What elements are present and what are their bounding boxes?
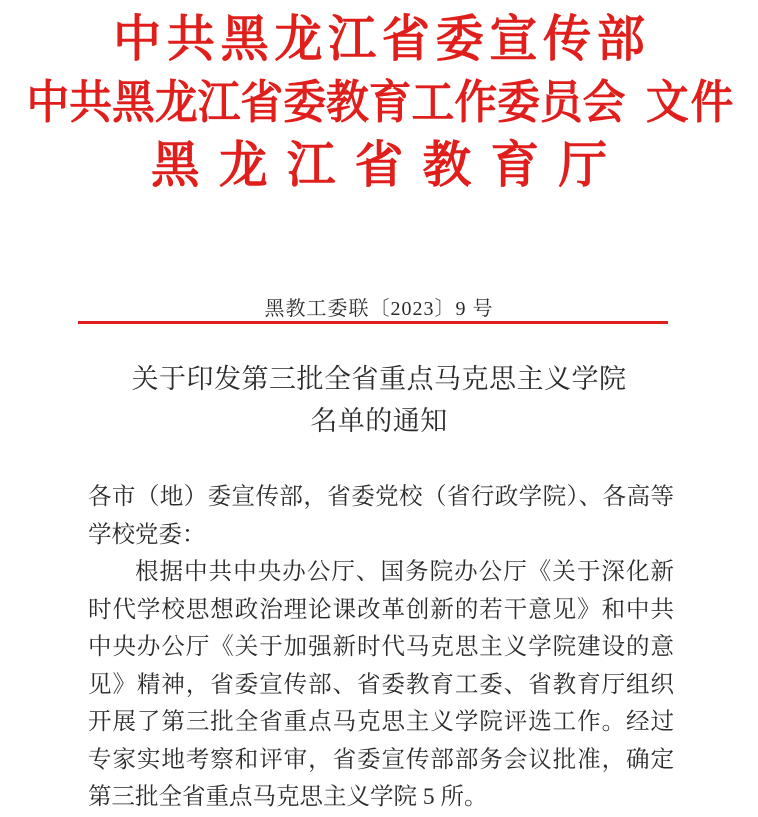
masthead-line-education-work-committee [26, 77, 736, 128]
addressee-line: 各市（地）委宣传部，省委党校（省行政学院）、各高等学校党委： [88, 484, 674, 548]
document-title-line-2: 名单的通知 [310, 406, 448, 436]
masthead-line2-organization: 中共黑龙江省委教育工作委员会 [26, 77, 626, 128]
document-body [88, 479, 674, 817]
red-separator-rule [78, 321, 668, 324]
document-title [79, 358, 679, 442]
document-title-line-1: 关于印发第三批全省重点马克思主义学院 [131, 364, 627, 394]
masthead-line-propaganda-department: 中共黑龙江省委宣传部 [113, 11, 651, 67]
document-serial-number: 黑教工委联〔2023〕9 号 [264, 298, 494, 320]
document-masthead [0, 11, 758, 193]
masthead-document-word: 文件 [645, 77, 736, 128]
body-paragraph-1: 根据中共中央办公厅、国务院办公厅《关于深化新时代学校思想政治理论课改革创新的若干意见》和中共中央办公厅《关于加强新时代马克思主义学院建设的意见》精神，省委宣传部、省委教育工委、省教育厅组织开展了第三批全省重点马克思主义学院评选工作。经过专家实地考察和评审，省委宣传部部务会议批准，确定第三批全省重点马克思主义学院 5 所。 [88, 559, 674, 810]
masthead-line-education-department: 黑龙江省教育厅 [151, 137, 627, 193]
